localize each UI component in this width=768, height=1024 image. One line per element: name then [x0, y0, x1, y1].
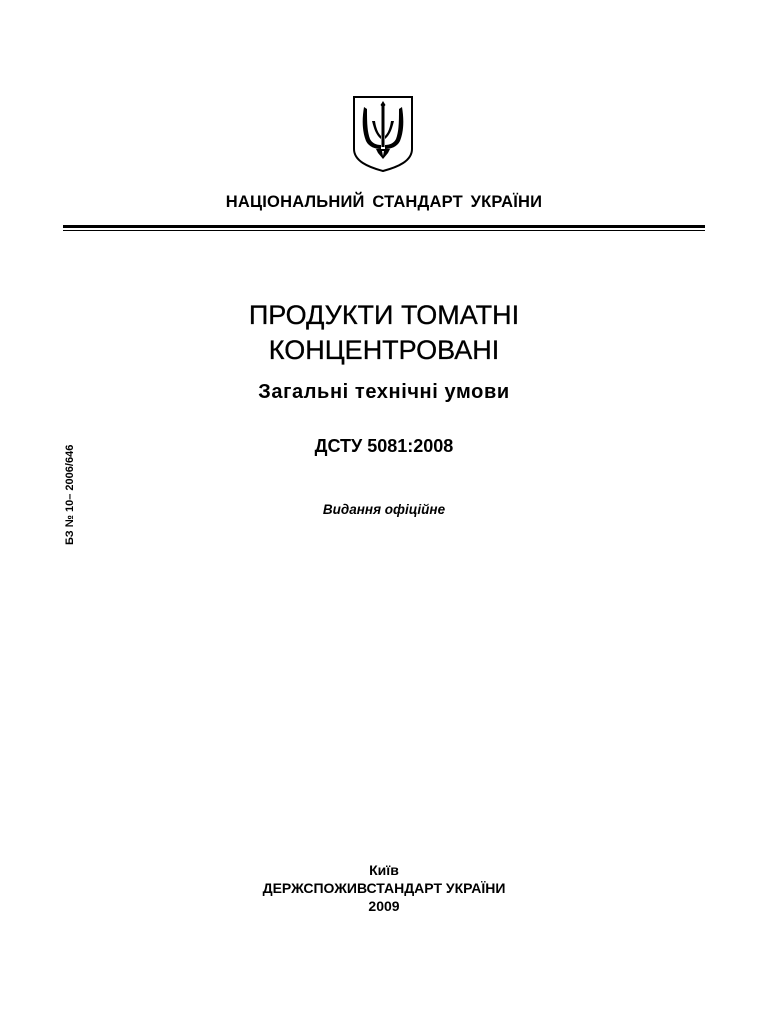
document-title-line-1: ПРОДУКТИ ТОМАТНІ — [248, 300, 520, 330]
publication-footer — [0, 861, 768, 915]
document-subtitle: Загальні технічні умови — [258, 381, 510, 403]
footer-year: 2009 — [368, 898, 400, 914]
footer-publisher: ДЕРЖСПОЖИВСТАНДАРТ УКРАЇНИ — [262, 880, 506, 896]
header-divider-thick — [63, 225, 705, 228]
footer-city: Київ — [369, 862, 399, 878]
document-title — [0, 298, 768, 368]
edition-note: Видання офіційне — [322, 502, 446, 517]
coat-of-arms-icon — [352, 95, 414, 173]
side-registration-note: БЗ № 10– 2006/646 — [64, 444, 76, 545]
national-standard-heading: НАЦІОНАЛЬНИЙ СТАНДАРТ УКРАЇНИ — [225, 193, 543, 211]
header-divider-thin — [63, 230, 705, 231]
document-title-line-2: КОНЦЕНТРОВАНІ — [268, 335, 500, 365]
standard-code: ДСТУ 5081:2008 — [314, 436, 454, 456]
